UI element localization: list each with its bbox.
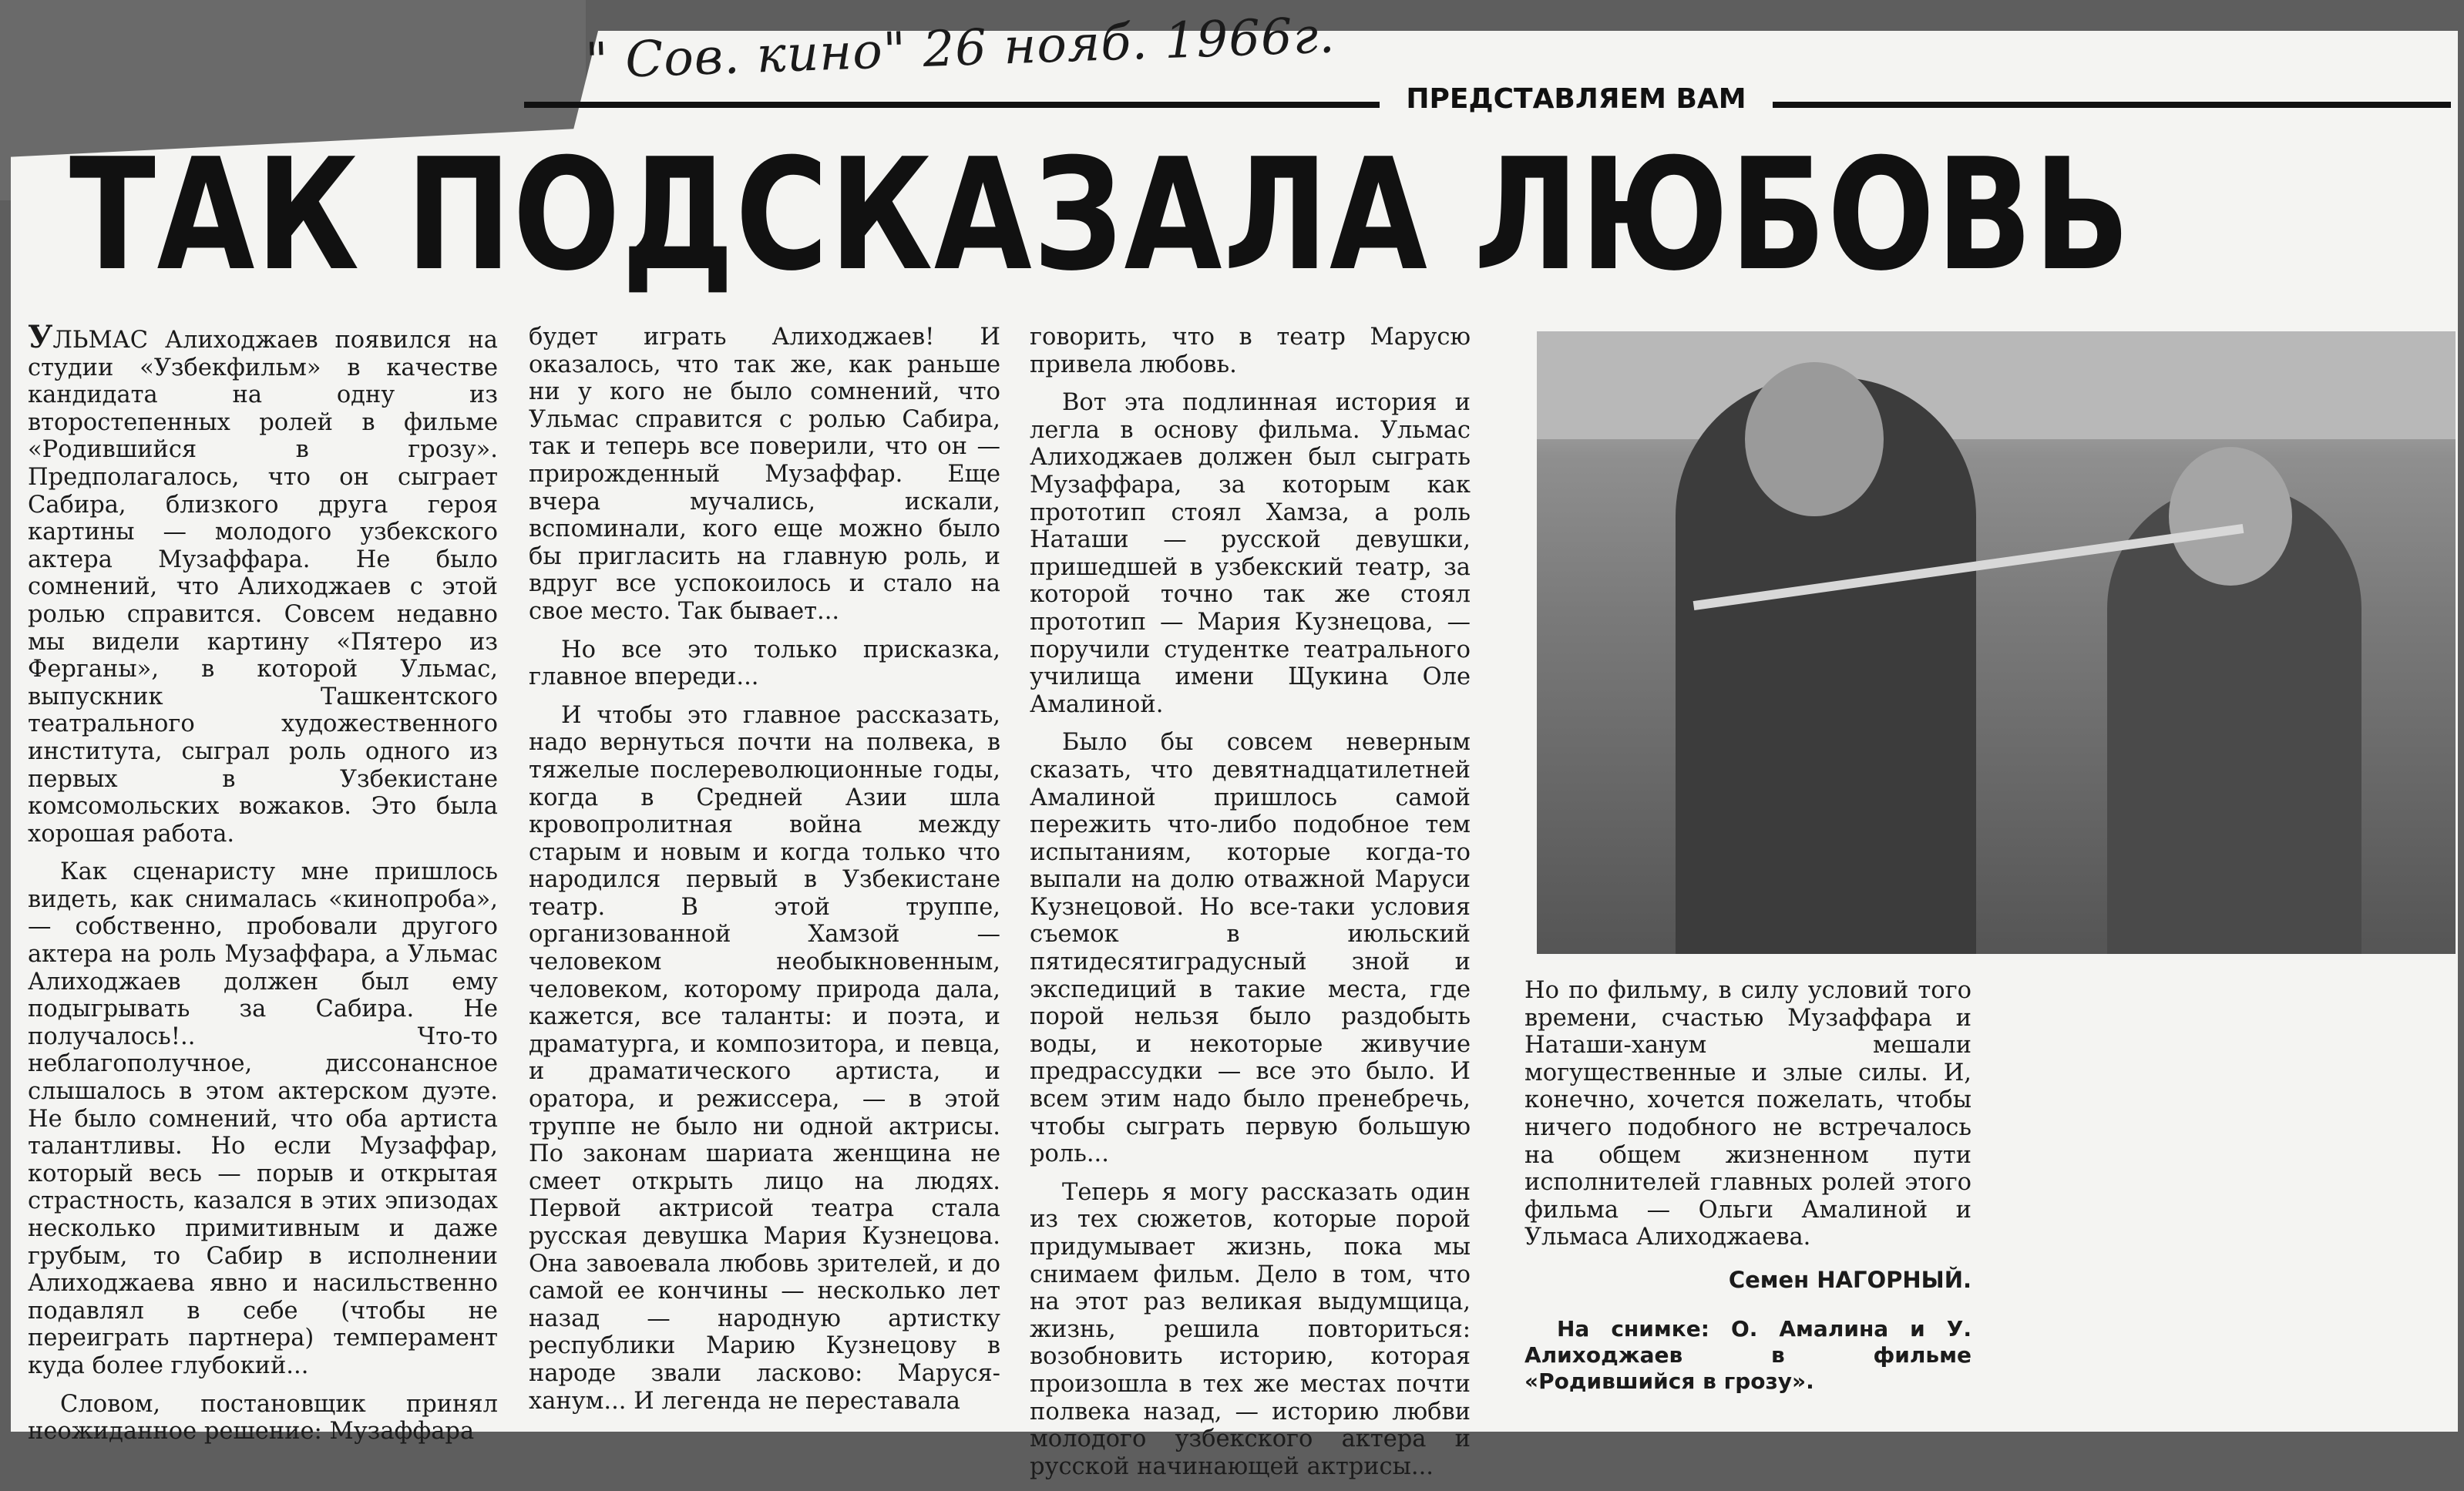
photo-caption: На снимке: О. Амалина и У. Алиходжаев в фильме «Родившийся в грозу». xyxy=(1524,1315,1972,1394)
paragraph: Но по фильму, в силу условий того времени, счастью Музаффара и Наташи-ханум мешали могущественные и злые силы. И, конечно, хочется пожелать, чтобы ничего подобного не встречалось на общем жизненном пути исполнителей главных ролей этого фильма — Ольги Амалиной и Ульмаса Алиходжаева. xyxy=(1524,977,1972,1251)
paragraph: Было бы совсем неверным сказать, что девятнадцатилетней Амалиной пришлось самой пережить что-либо подобное тем испытаниям, которые когда-то выпали на долю отважной Маруси Кузнецовой. Но все-таки условия съемок в июльский пятидесятиградусный зной и экспедиций в такие места, где порой нельзя было раздобыть воды, и некоторые живучие предрассудки — все это было. И всем этим надо было пренебречь, чтобы сыграть первую большую роль... xyxy=(1030,729,1471,1168)
paragraph: Но все это только присказка, главное впереди... xyxy=(529,636,1000,691)
paragraph: Вот эта подлинная история и легла в основу фильма. Ульмас Алиходжаев должен был сыграть Музаффара, за которым как прототип стоял Хамза, а роль Наташи — русской девушки, пришедшей в узбекский театр, за которой точно так же стоял прототип — Мария Кузнецова, — поручили студентке театрального училища имени Щукина Оле Амалиной. xyxy=(1030,389,1471,718)
article-column-1 xyxy=(28,319,498,1456)
author-signature: Семен НАГОРНЫЙ. xyxy=(1728,1266,1972,1293)
handwritten-source-note: " Сов. кино" 26 нояб. 1966г. xyxy=(584,7,1336,91)
article-column-3 xyxy=(1030,324,1471,1491)
rubric-label: ПРЕДСТАВЛЯЕМ ВАМ xyxy=(1406,83,1746,115)
article-column-4 xyxy=(1524,977,1972,1405)
paragraph: Как сценаристу мне пришлось видеть, как снималась «кинопроба», — собственно, пробовали другого актера на роль Музаффара, а Ульмас Алиходжаев должен был ему подыгрывать за Сабира. Не получалось!.. Что-то неблагополучное, диссонансное слышалось в этом актерском дуэте. Не было сомнений, что оба артиста талантливы. Но если Музаффар, который весь — порыв и открытая страстность, казался в этих эпизодах несколько примитивным и даже грубым, то Сабир в исполнении Алиходжаева явно и насильственно подавлял в себе (чтобы не переиграть партнера) темперамент куда более глубокий... xyxy=(28,858,498,1379)
paragraph: говорить, что в театр Марусю привела любовь. xyxy=(1030,324,1471,378)
photo-head-woman xyxy=(2169,447,2292,586)
paragraph xyxy=(28,319,498,848)
paragraph: Словом, постановщик принял неожиданное решение: Музаффара xyxy=(28,1390,498,1446)
article-column-2 xyxy=(529,324,1000,1426)
photo-sky xyxy=(1537,331,2456,439)
rubric-rule-right xyxy=(1773,102,2451,108)
paragraph: И чтобы это главное рассказать, надо вернуться почти на полвека, в тяжелые послереволюционные годы, когда в Средней Азии шла кровопролитная война между старым и новым и когда только что народился первый в Узбекистане театр. В этой труппе, организованной Хамзой — человеком необыкновенным, человеком, которому природа дала, кажется, все таланты: и поэта, и драматурга, и композитора, и певца, и драматического артиста, и оратора, и режиссера, — в этой труппе не было ни одной актрисы. По законам шариата женщина не смеет открыть лицо на людях. Первой актрисой театра стала русская девушка Мария Кузнецова. Она завоевала любовь зрителей, и до самой ее кончины — несколько лет назад — народную артистку республики Марию Кузнецову в народе звали ласково: Маруся-ханум... И легенда не переставала xyxy=(529,701,1000,1415)
article-photo xyxy=(1537,331,2456,954)
rubric-rule-left xyxy=(524,102,1380,108)
drop-cap: У xyxy=(28,319,53,355)
paragraph-text: ЛЬМАС Алиходжаев появился на студии «Узбекфильм» в качестве кандидата на одну из второстепенных ролей в фильме «Родившийся в грозу». Предполагалось, что он сыграет Сабира, близкого друга героя картины — молодого узбекского актера Музаффара. Не было сомнений, что Алиходжаев с этой ролью справится. Совсем недавно мы видели картину «Пятеро из Ферганы», в которой Ульмас, выпускник Ташкентского театрального художественного института, сыграл роль одного из первых в Узбекистане комсомольских вожаков. Это была хорошая работа. xyxy=(28,327,498,848)
article-headline: ТАК ПОДСКАЗАЛА ЛЮБОВЬ xyxy=(69,126,2132,305)
photo-head-man xyxy=(1745,362,1884,516)
paragraph: Теперь я могу рассказать один из тех сюжетов, которые порой придумывает жизнь, пока мы снимаем фильм. Дело в том, что на этот раз великая выдумщица, жизнь, решила повториться: возобновить историю, которая произошла в тех же местах почти полвека назад, — историю любви молодого узбекского актера и русской начинающей актрисы... xyxy=(1030,1178,1471,1480)
paragraph: будет играть Алиходжаев! И оказалось, что так же, как раньше ни у кого не было сомнений, что Ульмас справится с ролью Сабира, так и теперь все поверили, что он — прирожденный Музаффар. Еще вчера мучались, искали, вспоминали, кого еще можно было бы пригласить на главную роль, и вдруг все успокоилось и стало на свое место. Так бывает... xyxy=(529,324,1000,625)
